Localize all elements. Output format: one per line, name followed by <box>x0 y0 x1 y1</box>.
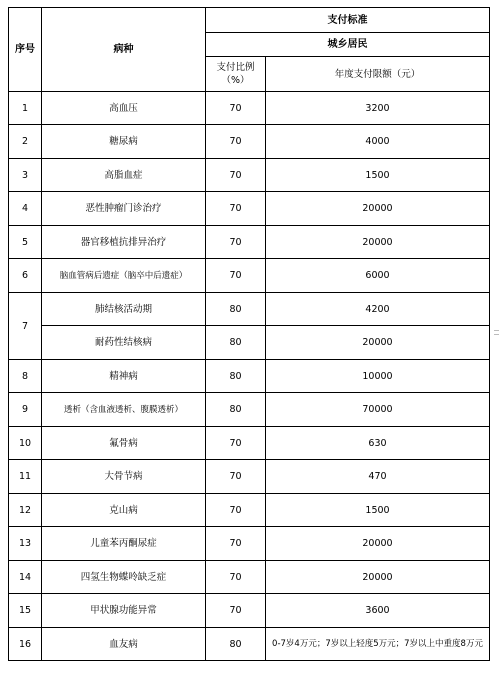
row-ratio: 70 <box>206 561 266 594</box>
row-disease: 恶性肿瘤门诊治疗 <box>42 192 206 226</box>
row-ratio: 70 <box>206 460 266 494</box>
row-limit: 20000 <box>266 561 490 594</box>
row-limit: 470 <box>266 460 490 494</box>
row-limit: 4200 <box>266 293 490 326</box>
row-disease: 高血压 <box>42 92 206 125</box>
row-no: 8 <box>9 360 42 393</box>
table-row <box>9 393 490 427</box>
row-no: 9 <box>9 393 42 427</box>
table-row <box>9 125 490 159</box>
table-row <box>9 159 490 192</box>
table-row <box>9 427 490 460</box>
table-row <box>9 293 490 326</box>
row-disease: 耐药性结核病 <box>42 326 206 360</box>
row-no: 11 <box>9 460 42 494</box>
header-standard: 支付标准 <box>206 8 490 33</box>
row-disease: 精神病 <box>42 360 206 393</box>
row-limit: 3200 <box>266 92 490 125</box>
row-limit: 20000 <box>266 527 490 561</box>
row-ratio: 70 <box>206 594 266 628</box>
row-disease: 糖尿病 <box>42 125 206 159</box>
row-disease: 儿童苯丙酮尿症 <box>42 527 206 561</box>
table-row <box>9 259 490 293</box>
row-ratio: 70 <box>206 192 266 226</box>
header-seq: 序号 <box>9 8 42 92</box>
header-limit: 年度支付限额（元） <box>266 57 490 92</box>
row-no: 16 <box>9 628 42 661</box>
row-disease: 高脂血症 <box>42 159 206 192</box>
row-no: 7 <box>9 293 42 360</box>
row-limit: 70000 <box>266 393 490 427</box>
row-no: 3 <box>9 159 42 192</box>
row-disease: 克山病 <box>42 494 206 527</box>
table-row <box>9 192 490 226</box>
row-ratio: 70 <box>206 226 266 259</box>
row-disease: 器官移植抗排异治疗 <box>42 226 206 259</box>
table-row <box>9 561 490 594</box>
row-ratio: 80 <box>206 326 266 360</box>
row-ratio: 80 <box>206 293 266 326</box>
table-row <box>9 92 490 125</box>
row-no: 14 <box>9 561 42 594</box>
row-no: 15 <box>9 594 42 628</box>
row-ratio: 80 <box>206 628 266 661</box>
row-disease: 甲状腺功能异常 <box>42 594 206 628</box>
header-disease: 病种 <box>42 8 206 92</box>
margin-marker <box>494 334 499 335</box>
row-no: 2 <box>9 125 42 159</box>
row-disease: 肺结核活动期 <box>42 293 206 326</box>
row-ratio: 70 <box>206 494 266 527</box>
row-ratio: 70 <box>206 259 266 293</box>
row-disease: 血友病 <box>42 628 206 661</box>
row-ratio: 80 <box>206 393 266 427</box>
row-no: 10 <box>9 427 42 460</box>
table-row <box>9 326 490 360</box>
row-disease: 大骨节病 <box>42 460 206 494</box>
row-limit: 4000 <box>266 125 490 159</box>
table-row <box>9 594 490 628</box>
row-limit: 630 <box>266 427 490 460</box>
row-disease: 四氢生物蝶呤缺乏症 <box>42 561 206 594</box>
row-ratio: 70 <box>206 125 266 159</box>
table-row <box>9 460 490 494</box>
margin-marker <box>494 330 499 331</box>
row-disease: 透析（含血液透析、腹膜透析） <box>42 393 206 427</box>
table-row <box>9 360 490 393</box>
row-limit: 20000 <box>266 326 490 360</box>
row-limit: 20000 <box>266 192 490 226</box>
table-row <box>9 226 490 259</box>
row-limit: 6000 <box>266 259 490 293</box>
row-no: 6 <box>9 259 42 293</box>
row-disease: 氟骨病 <box>42 427 206 460</box>
row-no: 5 <box>9 226 42 259</box>
table-row <box>9 494 490 527</box>
table-row <box>9 527 490 561</box>
row-no: 12 <box>9 494 42 527</box>
row-limit: 1500 <box>266 159 490 192</box>
row-limit: 3600 <box>266 594 490 628</box>
header-group: 城乡居民 <box>206 33 490 57</box>
row-ratio: 70 <box>206 159 266 192</box>
row-limit: 0-7岁4万元；7岁以上轻度5万元；7岁以上中重度8万元 <box>266 628 490 661</box>
row-limit: 10000 <box>266 360 490 393</box>
row-limit: 1500 <box>266 494 490 527</box>
row-no: 13 <box>9 527 42 561</box>
row-ratio: 70 <box>206 92 266 125</box>
row-disease: 脑血管病后遗症（脑卒中后遗症） <box>42 259 206 293</box>
row-ratio: 70 <box>206 527 266 561</box>
payment-standard-table <box>8 7 490 661</box>
table-row <box>9 628 490 661</box>
row-ratio: 80 <box>206 360 266 393</box>
row-ratio: 70 <box>206 427 266 460</box>
row-limit: 20000 <box>266 226 490 259</box>
row-no: 4 <box>9 192 42 226</box>
header-ratio: 支付比例（%） <box>206 57 266 92</box>
row-no: 1 <box>9 92 42 125</box>
